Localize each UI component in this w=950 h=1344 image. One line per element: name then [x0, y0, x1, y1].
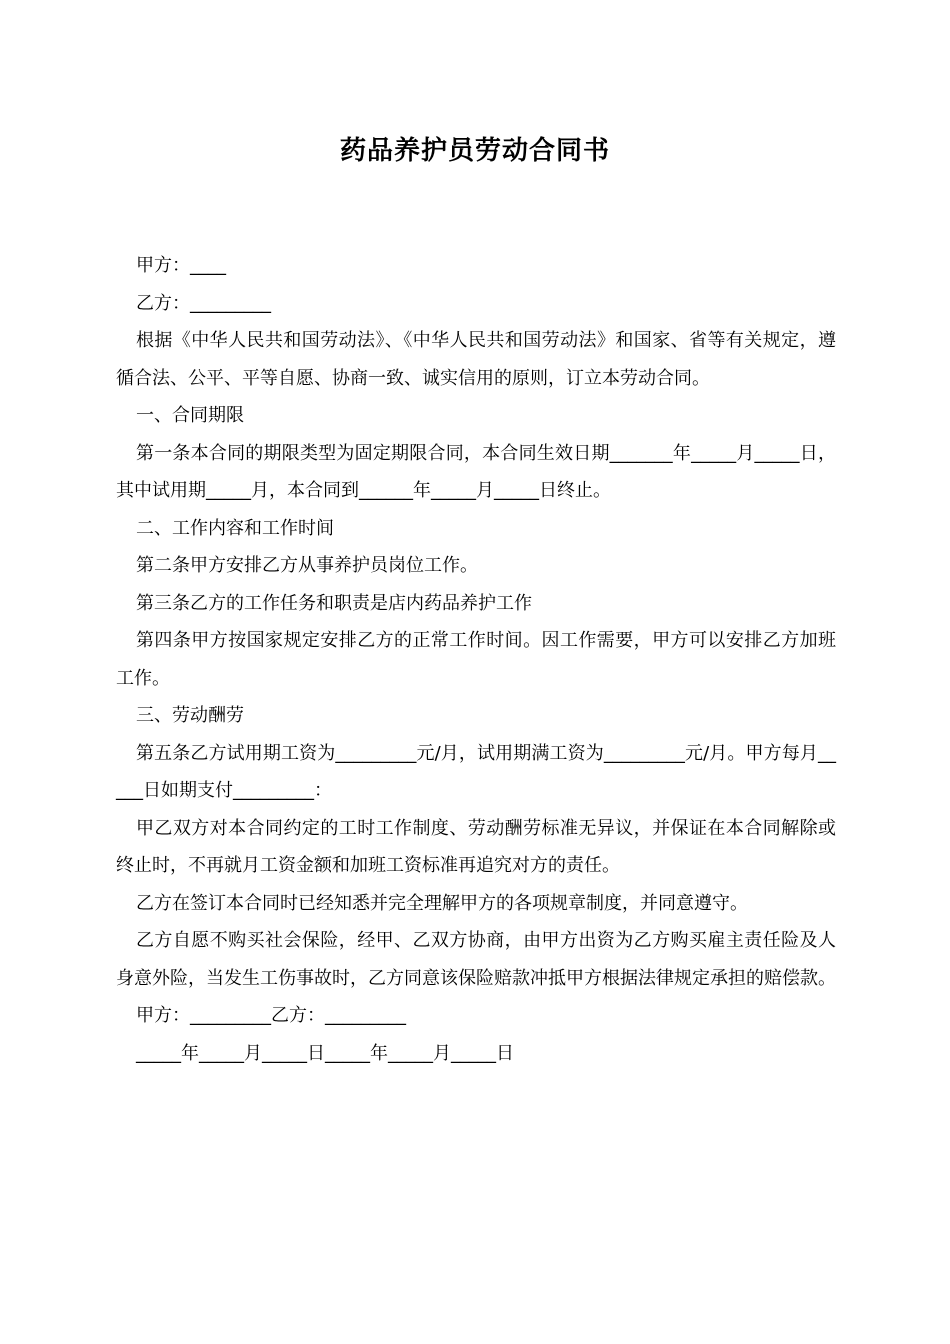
- signature-line: 甲方：_________乙方：_________: [136, 1005, 406, 1026]
- article-1-paragraph: 第一条本合同的期限类型为固定期限合同，本合同生效日期_______年_____月_____日，其中试用期_____月，本合同到______年_____月_____日终止。: [116, 442, 836, 501]
- insurance-paragraph: 乙方自愿不购买社会保险，经甲、乙双方协商，由甲方出资为乙方购买雇主责任险及人身意外险，当发生工伤事故时，乙方同意该保险赔款冲抵甲方根据法律规定承担的赔偿款。: [116, 930, 836, 989]
- article-5-paragraph: 第五条乙方试用期工资为_________元/月，试用期满工资为_________元/月。甲方每月_____日如期支付_________：: [116, 742, 836, 801]
- article-4-paragraph: 第四条甲方按国家规定安排乙方的正常工作时间。因工作需要，甲方可以安排乙方加班工作。: [116, 630, 836, 689]
- document-body: [116, 247, 836, 1072]
- preamble-paragraph: 根据《中华人民共和国劳动法》、《中华人民共和国劳动法》和国家、省等有关规定，遵循合法、公平、平等自愿、协商一致、诚实信用的原则，订立本劳动合同。: [116, 330, 836, 389]
- section-heading-work-content: 二、工作内容和工作时间: [136, 517, 334, 539]
- section-heading-contract-term: 一、合同期限: [136, 405, 244, 426]
- party-b-line: 乙方：_________: [136, 292, 271, 314]
- agreement-paragraph: 甲乙双方对本合同约定的工时工作制度、劳动酬劳标准无异议，并保证在本合同解除或终止时，不再就月工资金额和加班工资标准再追究对方的责任。: [116, 817, 836, 876]
- party-a-line: 甲方：____: [136, 255, 226, 276]
- article-3-paragraph: 第三条乙方的工作任务和职责是店内药品养护工作: [136, 592, 532, 614]
- date-line: _____年_____月_____日_____年_____月_____日: [136, 1042, 514, 1064]
- rules-acknowledgement-paragraph: 乙方在签订本合同时已经知悉并完全理解甲方的各项规章制度，并同意遵守。: [136, 892, 748, 914]
- article-2-paragraph: 第二条甲方安排乙方从事养护员岗位工作。: [136, 555, 478, 576]
- section-heading-remuneration: 三、劳动酬劳: [136, 705, 244, 726]
- document-title: 药品养护员劳动合同书: [339, 136, 610, 166]
